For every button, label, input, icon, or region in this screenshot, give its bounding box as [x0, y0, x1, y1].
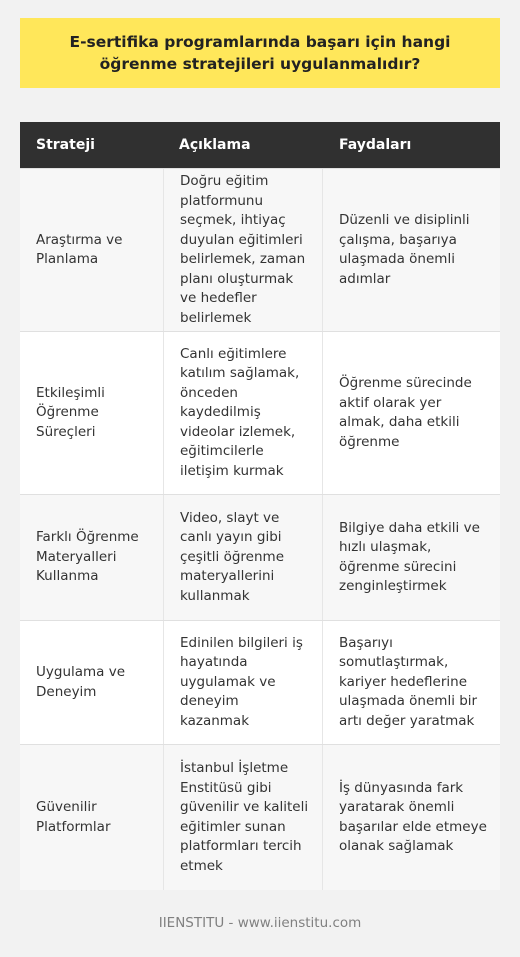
table-row	[20, 331, 500, 494]
cell-strategy: Etkileşimli Öğrenme Süreçleri	[36, 384, 105, 440]
header-benefits: Faydaları	[339, 137, 412, 153]
cell-strategy: Araştırma ve Planlama	[36, 231, 123, 267]
cell-description: Video, slayt ve canlı yayın gibi çeşitli öğrenme materyallerini kullanmak	[163, 495, 323, 620]
table-row	[20, 620, 500, 744]
header-strategy: Strateji	[36, 137, 95, 153]
table-header	[20, 122, 500, 168]
table-row	[20, 168, 500, 331]
table-row	[20, 494, 500, 620]
header-description: Açıklama	[179, 137, 251, 153]
cell-description: Doğru eğitim platformunu seçmek, ihtiyaç duyulan eğitimleri belirlemek, zaman planı oluşturmak ve hedefler belirlemek	[163, 169, 323, 331]
cell-benefits: Bilgiye daha etkili ve hızlı ulaşmak, öğrenme sürecini zenginleştirmek	[339, 519, 480, 594]
cell-benefits: Düzenli ve disiplinli çalışma, başarıya ulaşmada önemli adımlar	[339, 212, 470, 287]
cell-description: Edinilen bilgileri iş hayatında uygulamak ve deneyim kazanmak	[163, 621, 323, 744]
page-title: E-sertifika programlarında başarı için hangi öğrenme stratejileri uygulanmalıdır?	[69, 33, 451, 73]
cell-benefits: İş dünyasında fark yaratarak önemli başarılar elde etmeye olanak sağlamak	[339, 779, 487, 854]
cell-description: İstanbul İşletme Enstitüsü gibi güvenilir ve kaliteli eğitimler sunan platformları tercih etmek	[163, 745, 323, 890]
cell-strategy: Uygulama ve Deneyim	[36, 664, 126, 700]
cell-benefits: Başarıyı somutlaştırmak, kariyer hedeflerine ulaşmada önemli bir artı değer yaratmak	[339, 634, 478, 729]
title-banner	[20, 18, 500, 88]
strategy-table	[20, 122, 500, 890]
cell-benefits: Öğrenme sürecinde aktif olarak yer almak, daha etkili öğrenme	[339, 375, 472, 450]
cell-description: Canlı eğitimlere katılım sağlamak, önceden kaydedilmiş videolar izlemek, eğitimcilerle iletişim kurmak	[163, 332, 323, 494]
cell-strategy: Güvenilir Platformlar	[36, 799, 111, 835]
table-row	[20, 744, 500, 890]
cell-strategy: Farklı Öğrenme Materyalleri Kullanma	[36, 529, 139, 585]
footer-credit: IIENSTITU - www.iienstitu.com	[158, 915, 362, 931]
